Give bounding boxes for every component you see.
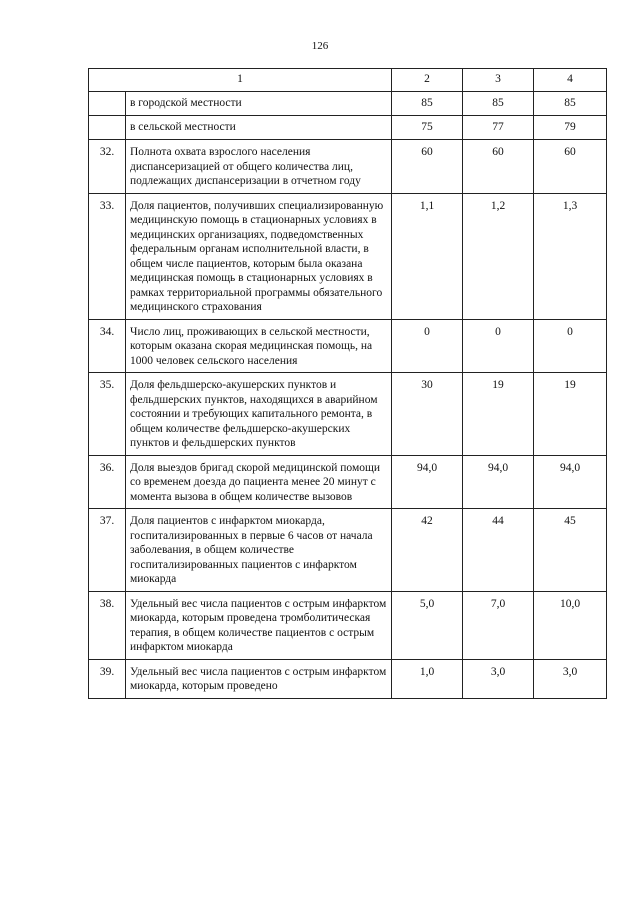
page-number: 126 [311, 40, 329, 52]
row-indicator: Доля пациентов, получивших специализированную медицинскую помощь в стационарных условиях в медицинских организациях, подведомственных федеральным органам исполнительной власти, в общем числе пациентов, которым была оказана медицинская помощь в стационарных условиях в рамках территориальной программы обязательного медицинского страхования [126, 193, 392, 319]
row-indicator: Полнота охвата взрослого населения диспансеризацией от общего количества лиц, подлежащих диспансеризации в отчетном году [126, 140, 392, 194]
row-indicator: в сельской местности [126, 116, 392, 140]
row-number [89, 92, 126, 116]
row-number: 33. [89, 193, 126, 319]
row-value-col-3: 77 [463, 116, 534, 140]
table-row [89, 140, 607, 194]
row-value-col-2: 0 [392, 319, 463, 373]
row-value-col-4: 60 [534, 140, 607, 194]
table-row [89, 455, 607, 509]
row-value-col-2: 1,1 [392, 193, 463, 319]
row-value-col-2: 94,0 [392, 455, 463, 509]
indicators-table [88, 68, 607, 699]
row-number [89, 116, 126, 140]
row-value-col-2: 85 [392, 92, 463, 116]
row-value-col-4: 0 [534, 319, 607, 373]
row-value-col-4: 45 [534, 509, 607, 592]
row-indicator: Удельный вес числа пациентов с острым инфарктом миокарда, которым проведена тромболитическая терапия, в общем количестве пациентов с острым инфарктом миокарда [126, 591, 392, 659]
row-value-col-2: 5,0 [392, 591, 463, 659]
row-value-col-4: 19 [534, 373, 607, 456]
row-value-col-3: 44 [463, 509, 534, 592]
row-value-col-2: 60 [392, 140, 463, 194]
row-number: 36. [89, 455, 126, 509]
table-row [89, 193, 607, 319]
row-indicator: Доля выездов бригад скорой медицинской помощи со временем доезда до пациента менее 20 минут с момента вызова в общем количестве вызовов [126, 455, 392, 509]
row-value-col-3: 85 [463, 92, 534, 116]
row-value-col-2: 75 [392, 116, 463, 140]
row-value-col-3: 7,0 [463, 591, 534, 659]
row-value-col-4: 10,0 [534, 591, 607, 659]
header-col-1: 1 [89, 69, 392, 92]
header-col-3: 3 [463, 69, 534, 92]
row-value-col-2: 1,0 [392, 659, 463, 698]
row-number: 37. [89, 509, 126, 592]
row-indicator: Число лиц, проживающих в сельской местности, которым оказана скорая медицинская помощь, на 1000 человек сельского населения [126, 319, 392, 373]
row-value-col-2: 30 [392, 373, 463, 456]
row-value-col-4: 3,0 [534, 659, 607, 698]
table-row [89, 509, 607, 592]
row-value-col-3: 0 [463, 319, 534, 373]
row-number: 34. [89, 319, 126, 373]
row-indicator: Доля пациентов с инфарктом миокарда, госпитализированных в первые 6 часов от начала заболевания, в общем количестве госпитализированных пациентов с инфарктом миокарда [126, 509, 392, 592]
row-number: 39. [89, 659, 126, 698]
table-row [89, 373, 607, 456]
row-indicator: в городской местности [126, 92, 392, 116]
table-header-row [89, 69, 607, 92]
row-value-col-2: 42 [392, 509, 463, 592]
row-value-col-4: 79 [534, 116, 607, 140]
row-value-col-4: 1,3 [534, 193, 607, 319]
row-value-col-4: 94,0 [534, 455, 607, 509]
row-indicator: Удельный вес числа пациентов с острым инфарктом миокарда, которым проведено [126, 659, 392, 698]
row-value-col-3: 94,0 [463, 455, 534, 509]
header-col-2: 2 [392, 69, 463, 92]
row-number: 38. [89, 591, 126, 659]
table-row [89, 591, 607, 659]
row-indicator: Доля фельдшерско-акушерских пунктов и фельдшерских пунктов, находящихся в аварийном состоянии и требующих капитального ремонта, в общем количестве фельдшерско-акушерских пунктов и фельдшерских пунктов [126, 373, 392, 456]
row-number: 35. [89, 373, 126, 456]
row-number: 32. [89, 140, 126, 194]
table-row [89, 116, 607, 140]
table-row [89, 92, 607, 116]
row-value-col-3: 19 [463, 373, 534, 456]
row-value-col-3: 60 [463, 140, 534, 194]
row-value-col-3: 1,2 [463, 193, 534, 319]
header-col-4: 4 [534, 69, 607, 92]
row-value-col-4: 85 [534, 92, 607, 116]
table-row [89, 319, 607, 373]
table-row [89, 659, 607, 698]
row-value-col-3: 3,0 [463, 659, 534, 698]
